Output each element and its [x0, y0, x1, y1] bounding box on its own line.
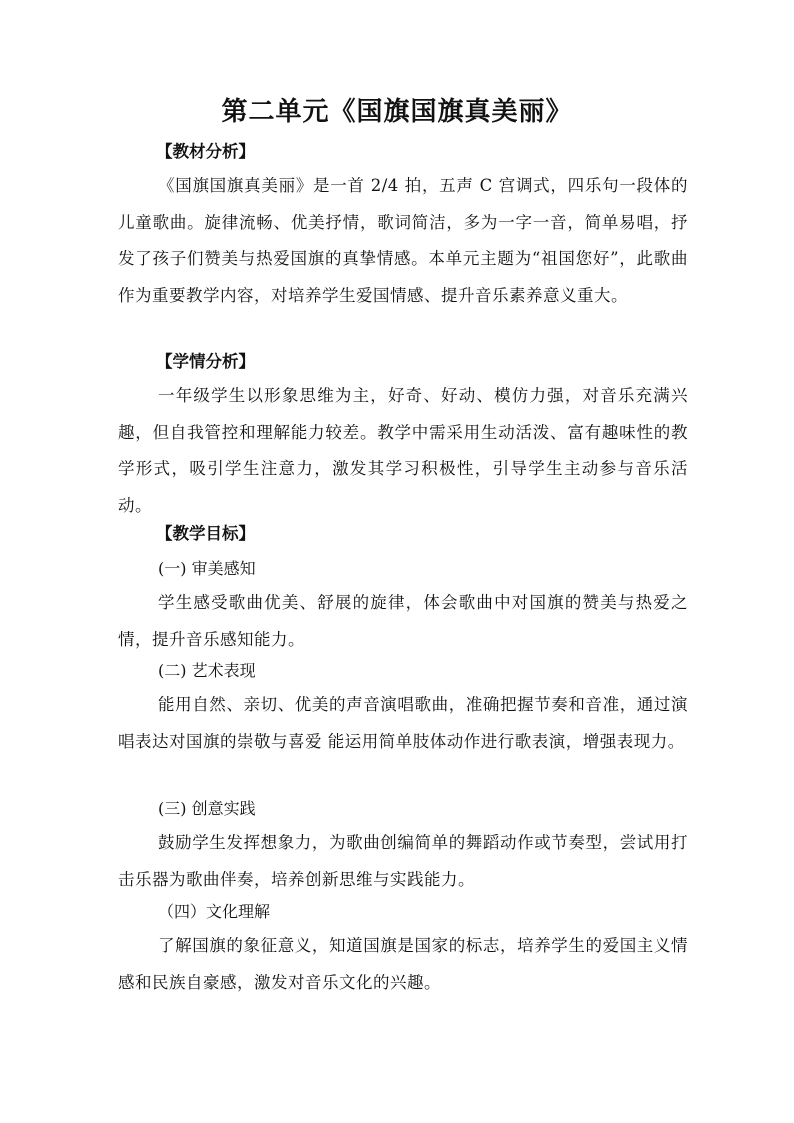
- goal-label-creative: (三) 创意实践: [158, 799, 256, 818]
- goal-item-creative: [118, 797, 688, 898]
- paragraph-material: 《国旗国旗真美丽》是一首 2/4 拍，五声 C 宫调式，四乐句一段体的儿童歌曲。旋律流畅、优美抒情，歌词简洁，多为一字一音，简单易唱，抒发了孩子们赞美与热爱国旗的真挚情感。本单元主题为“祖国您好”，此歌曲作为重要教学内容，对培养学生爱国情感、提升音乐素养意义重大。: [118, 176, 688, 305]
- section-heading-goals: 【教学目标】: [156, 524, 255, 543]
- goal-item-cultural: [118, 900, 688, 1001]
- goal-label-cultural: （四）文化理解: [158, 902, 271, 921]
- page-title: 第二单元《国旗国旗真美丽》: [221, 97, 573, 127]
- section-heading-students: 【学情分析】: [156, 352, 255, 371]
- goal-paragraph-artistic: 能用自然、亲切、优美的声音演唱歌曲，准确把握节奏和音准，通过演唱表达对国旗的崇敬与喜爱 能运用简单肢体动作进行歌表演，增强表现力。: [118, 695, 688, 751]
- goal-label-artistic: (二) 艺术表现: [158, 661, 256, 680]
- section-heading-material: 【教材分析】: [156, 142, 255, 161]
- goal-label-aesthetic: (一) 审美感知: [158, 559, 256, 578]
- section-teaching-goals: [118, 522, 688, 546]
- goal-paragraph-aesthetic: 学生感受歌曲优美、舒展的旋律，体会歌曲中对国旗的赞美与热爱之情，提升音乐感知能力。: [118, 593, 688, 649]
- goal-item-artistic: [118, 659, 688, 760]
- paragraph-students: 一年级学生以形象思维为主，好奇、好动、模仿力强，对音乐充满兴趣，但自我管控和理解能力较差。教学中需采用生动活泼、富有趣味性的教学形式，吸引学生注意力，激发其学习积极性，引导学生主动参与音乐活动。: [118, 386, 688, 515]
- section-material-analysis: [118, 140, 688, 314]
- goal-item-aesthetic: [118, 557, 688, 658]
- goal-paragraph-cultural: 了解国旗的象征意义，知道国旗是国家的标志，培养学生的爱国主义情感和民族自豪感，激发对音乐文化的兴趣。: [118, 936, 688, 992]
- goal-paragraph-creative: 鼓励学生发挥想象力，为歌曲创编简单的舞蹈动作或节奏型，尝试用打击乐器为歌曲伴奏，培养创新思维与实践能力。: [118, 833, 688, 889]
- section-student-analysis: [118, 350, 688, 524]
